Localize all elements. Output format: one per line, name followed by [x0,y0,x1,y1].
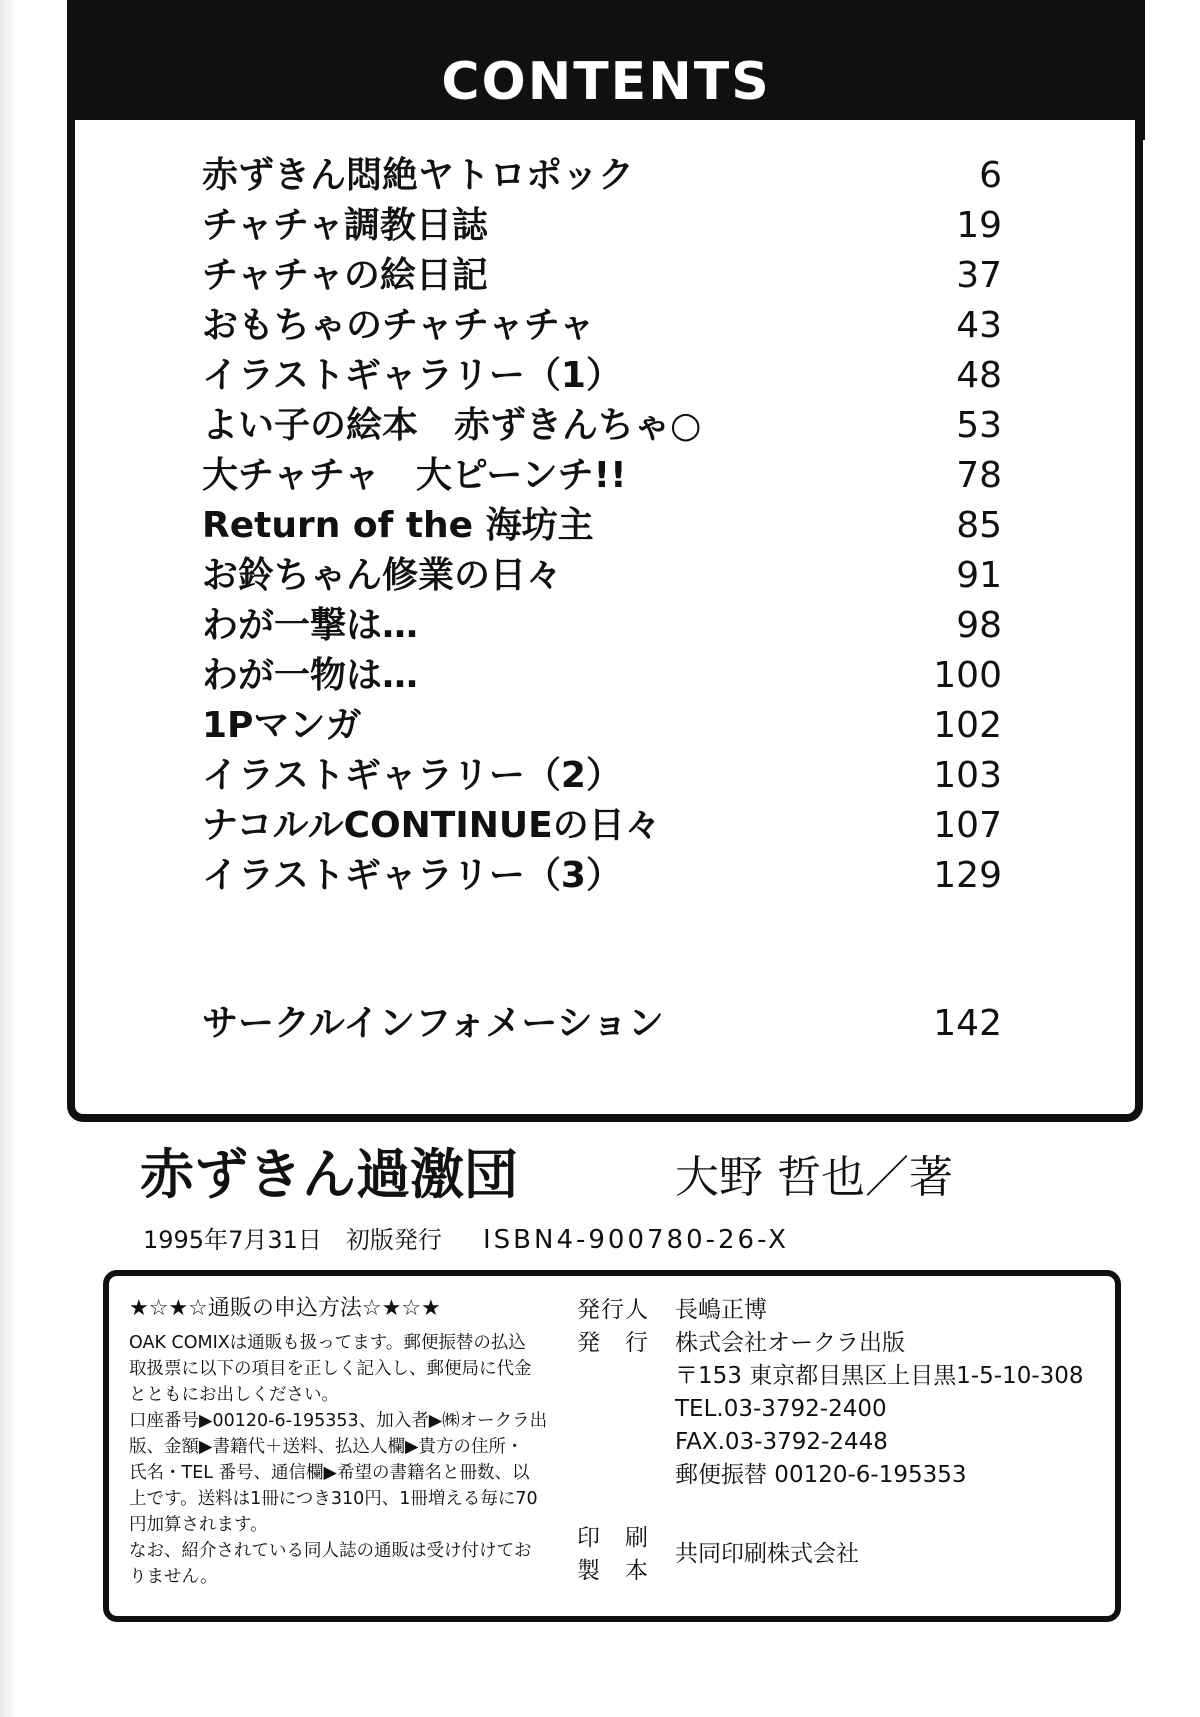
publisher-tel: TEL.03-3792-2400 [675,1396,887,1422]
toc-page-number: 19 [956,205,1002,246]
toc-title: おもちゃのチャチャチャ [202,305,595,346]
toc-title: わが一撃は… [202,605,419,646]
toc-row [202,602,1002,650]
publication-date: 1995年7月31日 初版発行 [143,1226,442,1254]
toc-row [202,352,1002,400]
print-label: 印 刷 [577,1525,649,1551]
toc-title: よい子の絵本 赤ずきんちゃ○ [202,405,702,446]
issuer-name: 長嶋正博 [675,1297,767,1323]
mail-order-line: 上です。送料は1冊につき310円、1冊増える毎に70 [129,1489,538,1509]
toc-title: イラストギャラリー（2） [202,755,622,796]
toc-title: チャチャの絵日記 [202,255,488,296]
toc-page-number: 142 [933,1003,1002,1044]
toc-row [202,802,1002,850]
contents-heading: CONTENTS [441,52,771,112]
toc-title: チャチャ調教日誌 [202,205,488,246]
toc-page-number: 102 [933,705,1002,746]
toc-title: イラストギャラリー（1） [202,355,622,396]
toc-page-number: 37 [956,255,1002,296]
mail-order-line: 版、金額▶書籍代＋送料、払込人欄▶貴方の住所・ [129,1437,524,1457]
toc-page-number: 85 [956,505,1002,546]
mail-order-line: OAK COMIXは通販も扱ってます。郵便振替の払込 [129,1333,526,1353]
toc-row [202,152,1002,200]
postal-transfer: 郵便振替 00120-6-195353 [675,1462,967,1488]
colophon-box [103,1270,1121,1622]
toc-row [202,702,1002,750]
mail-order-line: りません。 [129,1567,218,1587]
page-edge [0,0,18,1717]
mail-order-line: なお、紹介されている同人誌の通販は受け付けてお [129,1541,532,1561]
toc-row [202,452,1002,500]
toc-page-number: 78 [956,455,1002,496]
toc-row [202,752,1002,800]
mail-order-line: 氏名・TEL 番号、通信欄▶希望の書籍名と冊数、以 [129,1463,530,1483]
mail-order-line: 口座番号▶00120-6-195353、加入者▶㈱オークラ出 [129,1411,548,1431]
toc-row [202,302,1002,350]
toc-row [202,1000,1002,1048]
toc-row [202,552,1002,600]
toc-page-number: 91 [956,555,1002,596]
toc-row [202,402,1002,450]
toc-title: 大チャチャ 大ピーンチ!! [202,455,627,496]
toc-row [202,852,1002,900]
toc-page-number: 43 [956,305,1002,346]
toc-page-number: 48 [956,355,1002,396]
mail-order-line: とともにお出しください。 [129,1385,339,1405]
author-credit: 大野 哲也／著 [675,1152,953,1203]
toc-page-number: 98 [956,605,1002,646]
toc-page-number: 53 [956,405,1002,446]
publisher-fax: FAX.03-3792-2448 [675,1429,888,1455]
toc-title: 赤ずきん悶絶ヤトロポック [202,155,635,196]
toc-page-number: 107 [933,805,1002,846]
toc-page-number: 129 [933,855,1002,896]
toc-page-number: 6 [979,155,1002,196]
publisher-address: 〒153 東京都目黒区上目黒1-5-10-308 [675,1363,1084,1389]
toc-row [202,502,1002,550]
publisher-name: 株式会社オークラ出版 [675,1330,905,1356]
book-title: 赤ずきん過激団 [140,1143,518,1206]
binding-label: 製 本 [577,1558,649,1584]
mail-order-heading: ★☆★☆通販の申込方法☆★☆★ [129,1296,441,1321]
printer-name: 共同印刷株式会社 [675,1541,859,1567]
toc-row [202,202,1002,250]
toc-title: わが一物は… [202,655,419,696]
toc-title: サークルインフォメーション [202,1003,664,1044]
toc-page-number: 100 [933,655,1002,696]
toc-row [202,252,1002,300]
mail-order-line: 円加算されます。 [129,1515,268,1535]
toc-title: ナコルルCONTINUEの日々 [202,805,661,846]
toc-row [202,652,1002,700]
toc-title: Return of the 海坊主 [202,505,594,546]
toc-title: イラストギャラリー（3） [202,855,622,896]
toc-page-number: 103 [933,755,1002,796]
publisher-label: 発 行 [577,1330,649,1356]
toc-title: お鈴ちゃん修業の日々 [202,555,563,596]
toc-title: 1Pマンガ [202,705,362,746]
mail-order-line: 取扱票に以下の項目を正しく記入し、郵便局に代金 [129,1359,532,1379]
isbn: ISBN4-900780-26-X [483,1225,789,1255]
issuer-label: 発行人 [577,1297,649,1323]
